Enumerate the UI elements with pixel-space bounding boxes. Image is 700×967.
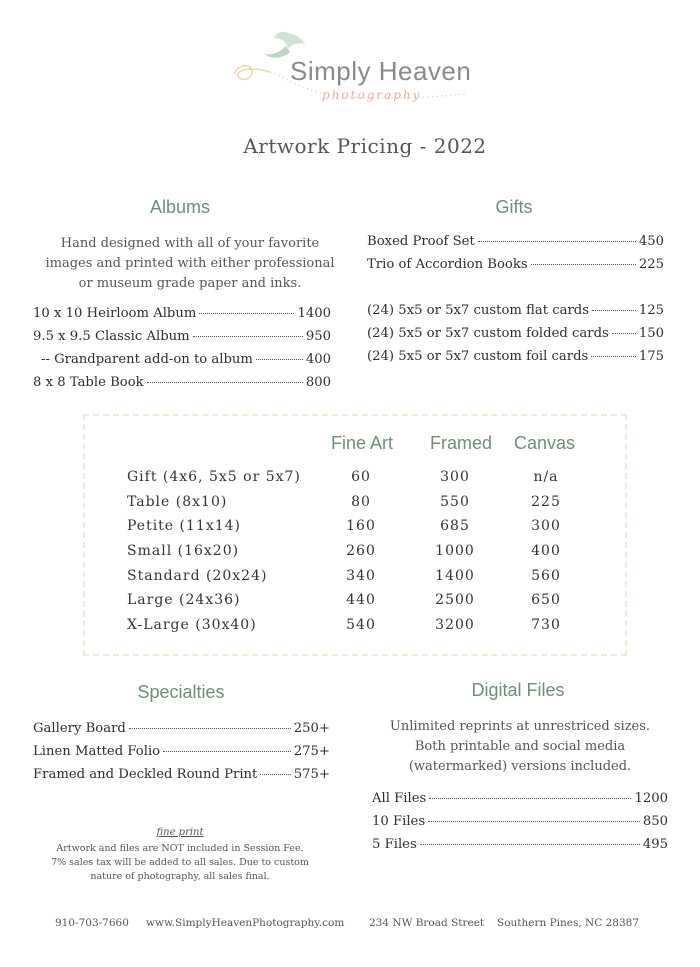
fine-art-price: 260 — [346, 543, 376, 560]
item-label: Boxed Proof Set — [367, 234, 475, 249]
digital-description-line: Unlimited reprints at unrestriced sizes. — [389, 719, 651, 734]
prints-table — [127, 469, 607, 642]
print-size: Gift (4x6, 5x5 or 5x7) — [127, 469, 301, 485]
print-size: Petite (11x14) — [127, 518, 241, 535]
albums-description — [20, 234, 360, 294]
item-label: 10 x 10 Heirloom Album — [33, 306, 197, 321]
footer-phone: 910-703-7660 — [55, 917, 129, 929]
logo-wordmark: Simply Heaven — [290, 56, 472, 86]
list-item — [33, 329, 331, 352]
dot-leader — [260, 774, 290, 775]
footer-website[interactable]: www.SimplyHeavenPhotography.com — [146, 917, 345, 929]
dot-leader — [163, 751, 291, 752]
albums-description-line: Hand designed with all of your favorite — [60, 236, 320, 251]
fine-print-title: fine print — [156, 827, 204, 838]
item-label: Framed and Deckled Round Print — [33, 767, 258, 782]
framed-price: 1400 — [435, 567, 475, 584]
albums-list — [33, 306, 331, 398]
item-label: Trio of Accordion Books — [367, 257, 528, 272]
item-label: 8 x 8 Table Book — [33, 375, 144, 390]
fine-art-price: 80 — [351, 493, 371, 510]
digital-description-line: Both printable and social media — [414, 739, 626, 754]
list-item — [367, 234, 664, 257]
digital-files-description — [360, 717, 680, 777]
framed-price: 550 — [440, 493, 470, 510]
dot-leader — [199, 313, 294, 314]
item-price: 1200 — [634, 791, 668, 806]
dot-leader — [428, 821, 640, 822]
fine-art-price: 60 — [351, 469, 371, 485]
dot-leader — [193, 336, 303, 337]
canvas-price: 300 — [531, 518, 561, 535]
item-label: (24) 5x5 or 5x7 custom foil cards — [367, 349, 589, 364]
item-label: 10 Files — [372, 814, 426, 829]
table-row — [127, 568, 607, 593]
item-label: Gallery Board — [33, 721, 126, 736]
print-size: Large (24x36) — [127, 592, 241, 609]
dot-leader — [429, 798, 631, 799]
fine-art-price: 340 — [346, 567, 376, 584]
item-label: All Files — [372, 791, 427, 806]
item-price: 950 — [305, 329, 331, 344]
column-header-canvas: Canvas — [514, 433, 576, 453]
column-header-framed: Framed — [430, 433, 493, 453]
dot-leader — [147, 382, 303, 383]
footer-city: Southern Pines, NC 28387 — [497, 917, 640, 929]
item-price: 1400 — [297, 306, 331, 321]
list-item — [33, 375, 331, 398]
dot-leader — [256, 359, 303, 360]
table-row — [127, 592, 607, 617]
item-price: 800 — [305, 375, 331, 390]
list-item — [367, 257, 664, 280]
albums-title: Albums — [149, 197, 211, 217]
canvas-price: 560 — [531, 567, 561, 584]
canvas-price: 225 — [531, 493, 561, 510]
digital-description-line: (watermarked) versions included. — [408, 759, 632, 774]
item-label: 5 Files — [372, 837, 417, 852]
print-size: Small (16x20) — [127, 543, 240, 560]
table-row — [127, 543, 607, 568]
item-price: 225 — [638, 257, 664, 272]
fine-print-line: 7% sales tax will be added to all sales. Due to custom — [51, 857, 309, 868]
table-row — [127, 469, 607, 494]
logo-tagline: photography — [322, 88, 422, 102]
page-title: Artwork Pricing - 2022 — [243, 134, 487, 158]
canvas-price: n/a — [533, 469, 559, 485]
fine-art-price: 160 — [346, 518, 376, 535]
item-price: 495 — [642, 837, 668, 852]
dot-leader — [591, 356, 636, 357]
dot-leader — [129, 728, 291, 729]
list-item — [367, 349, 664, 372]
item-price: 175 — [638, 349, 664, 364]
framed-price: 2500 — [435, 592, 475, 609]
fine-print-line: Artwork and files are NOT included in Session Fee. — [56, 843, 304, 854]
item-price: 400 — [305, 352, 331, 367]
item-price: 275+ — [293, 744, 330, 759]
fine-print-line: nature of photography, all sales final. — [90, 871, 270, 882]
dot-leader — [420, 844, 640, 845]
list-item — [33, 744, 330, 767]
print-size: Table (8x10) — [127, 493, 228, 510]
dot-leader — [478, 241, 636, 242]
item-label: (24) 5x5 or 5x7 custom flat cards — [367, 303, 590, 318]
fine-print-text — [40, 842, 320, 884]
specialties-list — [33, 721, 330, 790]
item-price: 250+ — [293, 721, 330, 736]
albums-description-line: images and printed with either professional — [45, 256, 335, 271]
framed-price: 300 — [440, 469, 470, 485]
table-row — [127, 494, 607, 519]
column-header-fine-art: Fine Art — [331, 433, 394, 453]
list-item — [372, 837, 668, 860]
item-label: -- Grandparent add-on to album — [41, 352, 253, 367]
footer-address: 234 NW Broad Street — [369, 917, 485, 929]
list-item — [33, 721, 330, 744]
dot-leader — [531, 264, 636, 265]
framed-price: 1000 — [435, 543, 475, 560]
item-price: 575+ — [293, 767, 330, 782]
item-price: 850 — [642, 814, 668, 829]
print-size: X-Large (30x40) — [127, 617, 257, 634]
canvas-price: 650 — [531, 592, 561, 609]
list-item — [367, 303, 664, 326]
item-label: 9.5 x 9.5 Classic Album — [33, 329, 190, 344]
digital-files-list — [372, 791, 668, 860]
item-price: 125 — [638, 303, 664, 318]
table-row — [127, 518, 607, 543]
item-label: (24) 5x5 or 5x7 custom folded cards — [367, 326, 609, 341]
list-item — [33, 352, 331, 375]
albums-description-line: or museum grade paper and inks. — [78, 276, 302, 291]
framed-price: 3200 — [435, 617, 475, 634]
list-item — [372, 791, 668, 814]
dot-leader — [612, 333, 636, 334]
print-size: Standard (20x24) — [127, 567, 268, 584]
framed-price: 685 — [440, 518, 470, 535]
digital-files-title: Digital Files — [471, 680, 565, 700]
canvas-price: 400 — [531, 543, 561, 560]
item-label: Linen Matted Folio — [33, 744, 161, 759]
list-item — [372, 814, 668, 837]
dot-leader — [592, 310, 636, 311]
list-item — [33, 306, 331, 329]
fine-art-price: 540 — [346, 617, 376, 634]
table-row — [127, 617, 607, 642]
canvas-price: 730 — [531, 617, 561, 634]
gifts-list — [367, 234, 664, 280]
list-item — [33, 767, 330, 790]
list-item — [367, 326, 664, 349]
item-price: 150 — [638, 326, 664, 341]
item-price: 450 — [638, 234, 664, 249]
gifts-title: Gifts — [495, 197, 533, 217]
fine-art-price: 440 — [346, 592, 376, 609]
specialties-title: Specialties — [137, 682, 225, 702]
gifts-cards-list — [367, 303, 664, 372]
